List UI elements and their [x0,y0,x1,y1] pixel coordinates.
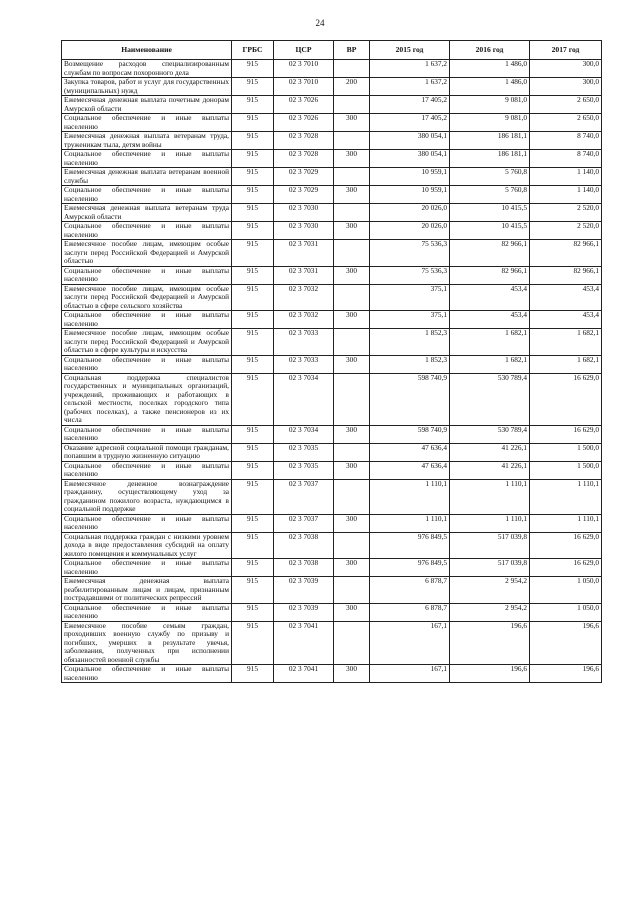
row-2015-value: 47 636,4 [370,461,450,479]
row-grbs-cell: 915 [232,240,274,267]
row-2015-value: 976 849,5 [370,532,450,559]
row-2017-value: 2 520,0 [530,204,602,222]
table-row [62,373,602,425]
row-2016-value: 196,6 [450,621,530,665]
row-grbs-cell: 915 [232,329,274,356]
table-body [62,60,602,683]
row-csr-cell: 02 3 7035 [274,443,334,461]
row-vr-cell: 300 [334,114,370,132]
row-grbs-cell: 915 [232,514,274,532]
row-2017-value: 1 110,1 [530,479,602,514]
row-2016-value: 196,6 [450,665,530,683]
row-name-cell: Ежемесячное пособие лицам, имеющим особые заслуги перед Российской Федерацией и Амурской областью в сфере культуры и искусства [62,329,232,356]
row-2017-value: 2 650,0 [530,96,602,114]
row-name-cell: Ежемесячное пособие семьям граждан, проходивших военную службу по призыву и погибших, умерших в результате увечья, заболевания, полученных при исполнении обязанностей военной службы [62,621,232,665]
row-2017-value: 16 629,0 [530,425,602,443]
table-row [62,204,602,222]
row-vr-cell: 300 [334,665,370,683]
row-2016-value: 10 415,5 [450,204,530,222]
row-2015-value: 1 110,1 [370,514,450,532]
row-2016-value: 5 760,8 [450,168,530,186]
row-csr-cell: 02 3 7038 [274,532,334,559]
row-vr-cell: 300 [334,514,370,532]
row-grbs-cell: 915 [232,132,274,150]
row-2015-value: 75 536,3 [370,266,450,284]
row-2017-value: 453,4 [530,284,602,311]
row-vr-cell [334,443,370,461]
row-grbs-cell: 915 [232,373,274,425]
row-2015-value: 17 405,2 [370,96,450,114]
row-2017-value: 16 629,0 [530,373,602,425]
row-2017-value: 1 110,1 [530,514,602,532]
row-csr-cell: 02 3 7031 [274,266,334,284]
row-name-cell: Ежемесячное денежное вознаграждение гражданину, осуществляющему уход за гражданином пожилого возраста, нуждающимся в социальной поддержке [62,479,232,514]
row-vr-cell: 300 [334,425,370,443]
table-row [62,114,602,132]
header-csr: ЦСР [274,41,334,60]
row-2015-value: 10 959,1 [370,168,450,186]
table-row [62,78,602,96]
budget-table [61,40,602,683]
row-grbs-cell: 915 [232,311,274,329]
table-row [62,96,602,114]
row-2017-value: 1 050,0 [530,577,602,604]
row-name-cell: Социальное обеспечение и иные выплаты населению [62,425,232,443]
row-2017-value: 82 966,1 [530,240,602,267]
table-row [62,168,602,186]
row-2017-value: 300,0 [530,60,602,78]
row-2017-value: 1 682,1 [530,355,602,373]
row-csr-cell: 02 3 7032 [274,284,334,311]
row-2015-value: 47 636,4 [370,443,450,461]
row-2015-value: 10 959,1 [370,186,450,204]
row-name-cell: Ежемесячная денежная выплата почетным донорам Амурской области [62,96,232,114]
row-2015-value: 167,1 [370,621,450,665]
table-header-row [62,41,602,60]
row-2017-value: 1 140,0 [530,168,602,186]
row-name-cell: Ежемесячная денежная выплата реабилитированным лицам и лицам, признанным пострадавшими от политических репрессий [62,577,232,604]
row-name-cell: Социальная поддержка специалистов государственных и муниципальных организаций, учреждений, проживающих и работающих в сельской местности, поселках городского типа (рабочих поселках), а также пенсионеров из их числа [62,373,232,425]
row-grbs-cell: 915 [232,559,274,577]
row-2016-value: 82 966,1 [450,240,530,267]
row-2016-value: 1 110,1 [450,514,530,532]
row-grbs-cell: 915 [232,443,274,461]
row-csr-cell: 02 3 7033 [274,329,334,356]
row-grbs-cell: 915 [232,665,274,683]
row-vr-cell [334,532,370,559]
row-2015-value: 380 054,1 [370,150,450,168]
row-csr-cell: 02 3 7029 [274,186,334,204]
table-row [62,621,602,665]
table-row [62,284,602,311]
row-2015-value: 1 637,2 [370,78,450,96]
row-2016-value: 10 415,5 [450,222,530,240]
row-2016-value: 530 789,4 [450,373,530,425]
row-2017-value: 1 140,0 [530,186,602,204]
row-2017-value: 453,4 [530,311,602,329]
row-grbs-cell: 915 [232,168,274,186]
row-grbs-cell: 915 [232,532,274,559]
table-row [62,311,602,329]
row-name-cell: Социальное обеспечение и иные выплаты населению [62,559,232,577]
table-row [62,514,602,532]
row-vr-cell [334,479,370,514]
table-row [62,461,602,479]
table-row [62,532,602,559]
row-name-cell: Социальное обеспечение и иные выплаты населению [62,186,232,204]
row-2016-value: 1 682,1 [450,355,530,373]
row-csr-cell: 02 3 7026 [274,114,334,132]
row-name-cell: Социальная поддержка граждан с низкими уровнем дохода в виде предоставления субсидий на оплату жилого помещения и коммунальных услуг [62,532,232,559]
row-vr-cell [334,329,370,356]
row-2016-value: 517 039,8 [450,532,530,559]
row-2015-value: 6 878,7 [370,603,450,621]
row-2015-value: 20 026,0 [370,222,450,240]
row-grbs-cell: 915 [232,425,274,443]
row-csr-cell: 02 3 7041 [274,621,334,665]
row-csr-cell: 02 3 7035 [274,461,334,479]
row-grbs-cell: 915 [232,621,274,665]
row-2017-value: 8 740,0 [530,132,602,150]
table-row [62,355,602,373]
row-csr-cell: 02 3 7030 [274,222,334,240]
row-name-cell: Социальное обеспечение и иные выплаты населению [62,355,232,373]
row-name-cell: Ежемесячное пособие лицам, имеющим особые заслуги перед Российской Федерацией и Амурской областью в сфере сельского хозяйства [62,284,232,311]
row-csr-cell: 02 3 7037 [274,514,334,532]
row-grbs-cell: 915 [232,114,274,132]
row-2017-value: 1 500,0 [530,443,602,461]
row-name-cell: Социальное обеспечение и иные выплаты населению [62,114,232,132]
row-csr-cell: 02 3 7029 [274,168,334,186]
row-2015-value: 1 637,2 [370,60,450,78]
table-row [62,132,602,150]
table-row [62,222,602,240]
row-grbs-cell: 915 [232,150,274,168]
row-2016-value: 530 789,4 [450,425,530,443]
row-vr-cell: 300 [334,559,370,577]
row-vr-cell [334,373,370,425]
row-grbs-cell: 915 [232,355,274,373]
row-2015-value: 75 536,3 [370,240,450,267]
row-vr-cell [334,96,370,114]
row-2015-value: 375,1 [370,284,450,311]
page-number: 24 [315,18,325,28]
row-2016-value: 5 760,8 [450,186,530,204]
table-row [62,559,602,577]
row-2015-value: 598 740,9 [370,373,450,425]
row-2017-value: 1 682,1 [530,329,602,356]
row-2017-value: 2 650,0 [530,114,602,132]
table-row [62,240,602,267]
row-2016-value: 517 039,8 [450,559,530,577]
row-name-cell: Социальное обеспечение и иные выплаты населению [62,266,232,284]
row-name-cell: Закупка товаров, работ и услуг для государственных (муниципальных) нужд [62,78,232,96]
row-csr-cell: 02 3 7034 [274,425,334,443]
row-name-cell: Ежемесячная денежная выплата ветеранам труда Амурской области [62,204,232,222]
row-2015-value: 380 054,1 [370,132,450,150]
row-2017-value: 1 050,0 [530,603,602,621]
table-row [62,577,602,604]
row-name-cell: Ежемесячная денежная выплата ветеранам военной службы [62,168,232,186]
row-csr-cell: 02 3 7033 [274,355,334,373]
row-vr-cell: 300 [334,355,370,373]
row-2016-value: 9 081,0 [450,114,530,132]
row-name-cell: Социальное обеспечение и иные выплаты населению [62,222,232,240]
row-2016-value: 82 966,1 [450,266,530,284]
row-2015-value: 1 852,3 [370,329,450,356]
row-vr-cell [334,621,370,665]
row-grbs-cell: 915 [232,96,274,114]
row-vr-cell: 300 [334,150,370,168]
header-2015: 2015 год [370,41,450,60]
row-csr-cell: 02 3 7032 [274,311,334,329]
header-name: Наименование [62,41,232,60]
row-grbs-cell: 915 [232,60,274,78]
table-row [62,329,602,356]
table-row [62,479,602,514]
row-csr-cell: 02 3 7039 [274,577,334,604]
row-2016-value: 186 181,1 [450,150,530,168]
row-vr-cell [334,132,370,150]
row-grbs-cell: 915 [232,204,274,222]
row-name-cell: Социальное обеспечение и иные выплаты населению [62,150,232,168]
row-grbs-cell: 915 [232,461,274,479]
row-2015-value: 375,1 [370,311,450,329]
row-vr-cell: 300 [334,461,370,479]
row-grbs-cell: 915 [232,603,274,621]
row-name-cell: Возмещение расходов специализированным службам по вопросам похоронного дела [62,60,232,78]
row-2016-value: 1 486,0 [450,60,530,78]
row-grbs-cell: 915 [232,479,274,514]
row-csr-cell: 02 3 7028 [274,132,334,150]
row-2015-value: 6 878,7 [370,577,450,604]
row-csr-cell: 02 3 7034 [274,373,334,425]
row-vr-cell [334,204,370,222]
row-2017-value: 16 629,0 [530,559,602,577]
row-csr-cell: 02 3 7031 [274,240,334,267]
row-2015-value: 976 849,5 [370,559,450,577]
row-name-cell: Социальное обеспечение и иные выплаты населению [62,461,232,479]
row-name-cell: Социальное обеспечение и иные выплаты населению [62,311,232,329]
row-csr-cell: 02 3 7041 [274,665,334,683]
row-grbs-cell: 915 [232,284,274,311]
header-vr: ВР [334,41,370,60]
row-2016-value: 453,4 [450,311,530,329]
row-2017-value: 8 740,0 [530,150,602,168]
row-csr-cell: 02 3 7039 [274,603,334,621]
row-2016-value: 186 181,1 [450,132,530,150]
row-name-cell: Оказание адресной социальной помощи гражданам, попавшим в трудную жизненную ситуацию [62,443,232,461]
row-2016-value: 9 081,0 [450,96,530,114]
row-2017-value: 2 520,0 [530,222,602,240]
header-2017: 2017 год [530,41,602,60]
row-vr-cell: 300 [334,603,370,621]
row-2017-value: 196,6 [530,665,602,683]
row-2016-value: 41 226,1 [450,443,530,461]
row-2015-value: 20 026,0 [370,204,450,222]
row-csr-cell: 02 3 7037 [274,479,334,514]
row-csr-cell: 02 3 7010 [274,78,334,96]
row-name-cell: Социальное обеспечение и иные выплаты населению [62,665,232,683]
row-vr-cell: 300 [334,311,370,329]
row-vr-cell [334,284,370,311]
row-name-cell: Ежемесячное пособие лицам, имеющим особые заслуги перед Российской Федерацией и Амурской областью [62,240,232,267]
row-2017-value: 82 966,1 [530,266,602,284]
row-name-cell: Ежемесячная денежная выплата ветеранам труда, труженикам тыла, детям войны [62,132,232,150]
row-grbs-cell: 915 [232,222,274,240]
row-2015-value: 167,1 [370,665,450,683]
row-name-cell: Социальное обеспечение и иные выплаты населению [62,514,232,532]
row-vr-cell [334,240,370,267]
row-vr-cell: 300 [334,186,370,204]
row-2015-value: 598 740,9 [370,425,450,443]
row-csr-cell: 02 3 7010 [274,60,334,78]
row-2016-value: 453,4 [450,284,530,311]
table-row [62,603,602,621]
row-2015-value: 1 110,1 [370,479,450,514]
row-vr-cell: 300 [334,266,370,284]
row-grbs-cell: 915 [232,577,274,604]
row-name-cell: Социальное обеспечение и иные выплаты населению [62,603,232,621]
row-csr-cell: 02 3 7038 [274,559,334,577]
row-2016-value: 1 110,1 [450,479,530,514]
table-row [62,665,602,683]
row-vr-cell [334,60,370,78]
row-2017-value: 300,0 [530,78,602,96]
table-row [62,443,602,461]
row-csr-cell: 02 3 7030 [274,204,334,222]
row-2015-value: 17 405,2 [370,114,450,132]
table-row [62,425,602,443]
header-grbs: ГРБС [232,41,274,60]
row-2016-value: 2 954,2 [450,577,530,604]
row-vr-cell [334,577,370,604]
row-2016-value: 41 226,1 [450,461,530,479]
row-grbs-cell: 915 [232,186,274,204]
row-vr-cell: 200 [334,78,370,96]
table-row [62,186,602,204]
row-csr-cell: 02 3 7028 [274,150,334,168]
row-grbs-cell: 915 [232,266,274,284]
row-vr-cell: 300 [334,222,370,240]
row-grbs-cell: 915 [232,78,274,96]
row-2017-value: 16 629,0 [530,532,602,559]
row-2017-value: 1 500,0 [530,461,602,479]
row-2016-value: 2 954,2 [450,603,530,621]
row-vr-cell [334,168,370,186]
row-2016-value: 1 682,1 [450,329,530,356]
header-2016: 2016 год [450,41,530,60]
table-row [62,150,602,168]
row-2016-value: 1 486,0 [450,78,530,96]
table-row [62,266,602,284]
row-2017-value: 196,6 [530,621,602,665]
table-row [62,60,602,78]
row-csr-cell: 02 3 7026 [274,96,334,114]
row-2015-value: 1 852,3 [370,355,450,373]
